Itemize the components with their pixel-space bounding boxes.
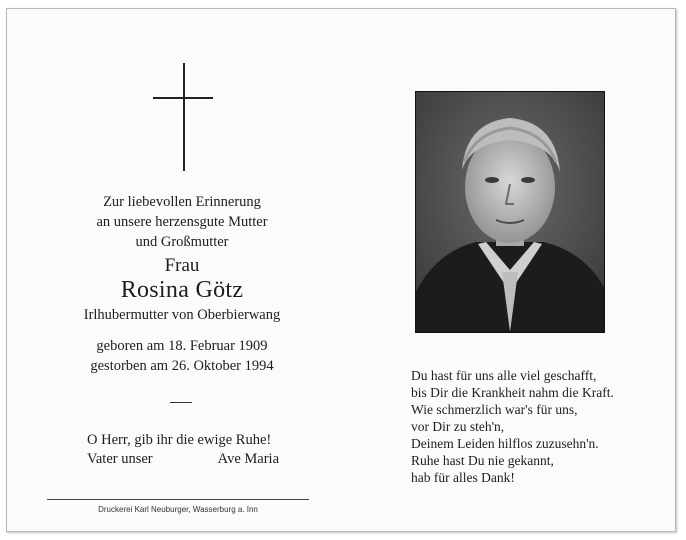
poem xyxy=(411,367,641,486)
prayer-block xyxy=(87,431,279,469)
portrait-image xyxy=(416,92,604,332)
printer-credit: Druckerei Karl Neuburger, Wasserburg a. Inn xyxy=(98,505,258,514)
portrait-photo xyxy=(415,91,605,333)
footer-rule xyxy=(47,499,309,500)
divider-dash xyxy=(170,402,192,403)
salutation: Frau xyxy=(164,255,200,276)
poem-line: Ruhe hast Du nie gekannt, xyxy=(411,453,554,468)
poem-line: bis Dir die Krankheit nahm die Kraft. xyxy=(411,385,614,400)
cross-icon xyxy=(153,63,213,171)
poem-line: hab für alles Dank! xyxy=(411,470,515,485)
poem-line: vor Dir zu steh'n, xyxy=(411,419,505,434)
poem-line: Wie schmerzlich war's für uns, xyxy=(411,402,578,417)
intro-line: Zur liebevollen Erinnerung xyxy=(103,194,261,210)
death-date: gestorben am 26. Oktober 1994 xyxy=(90,358,274,374)
intro-line: und Großmutter xyxy=(135,234,229,250)
poem-line: Du hast für uns alle viel geschafft, xyxy=(411,368,597,383)
deceased-title: Irlhubermutter von Oberbierwang xyxy=(83,307,281,323)
prayer-line: O Herr, gib ihr die ewige Ruhe! xyxy=(87,432,272,448)
intro-text xyxy=(47,192,317,252)
life-dates xyxy=(47,336,317,376)
deceased-name: Rosina Götz xyxy=(120,277,244,303)
prayer-vater-unser: Vater unser xyxy=(87,451,153,467)
poem-line: Deinem Leiden hilflos zuzusehn'n. xyxy=(411,436,599,451)
memorial-card xyxy=(6,8,676,532)
birth-date: geboren am 18. Februar 1909 xyxy=(96,338,268,354)
intro-line: an unsere herzensgute Mutter xyxy=(96,214,268,230)
prayer-ave-maria: Ave Maria xyxy=(217,451,279,467)
